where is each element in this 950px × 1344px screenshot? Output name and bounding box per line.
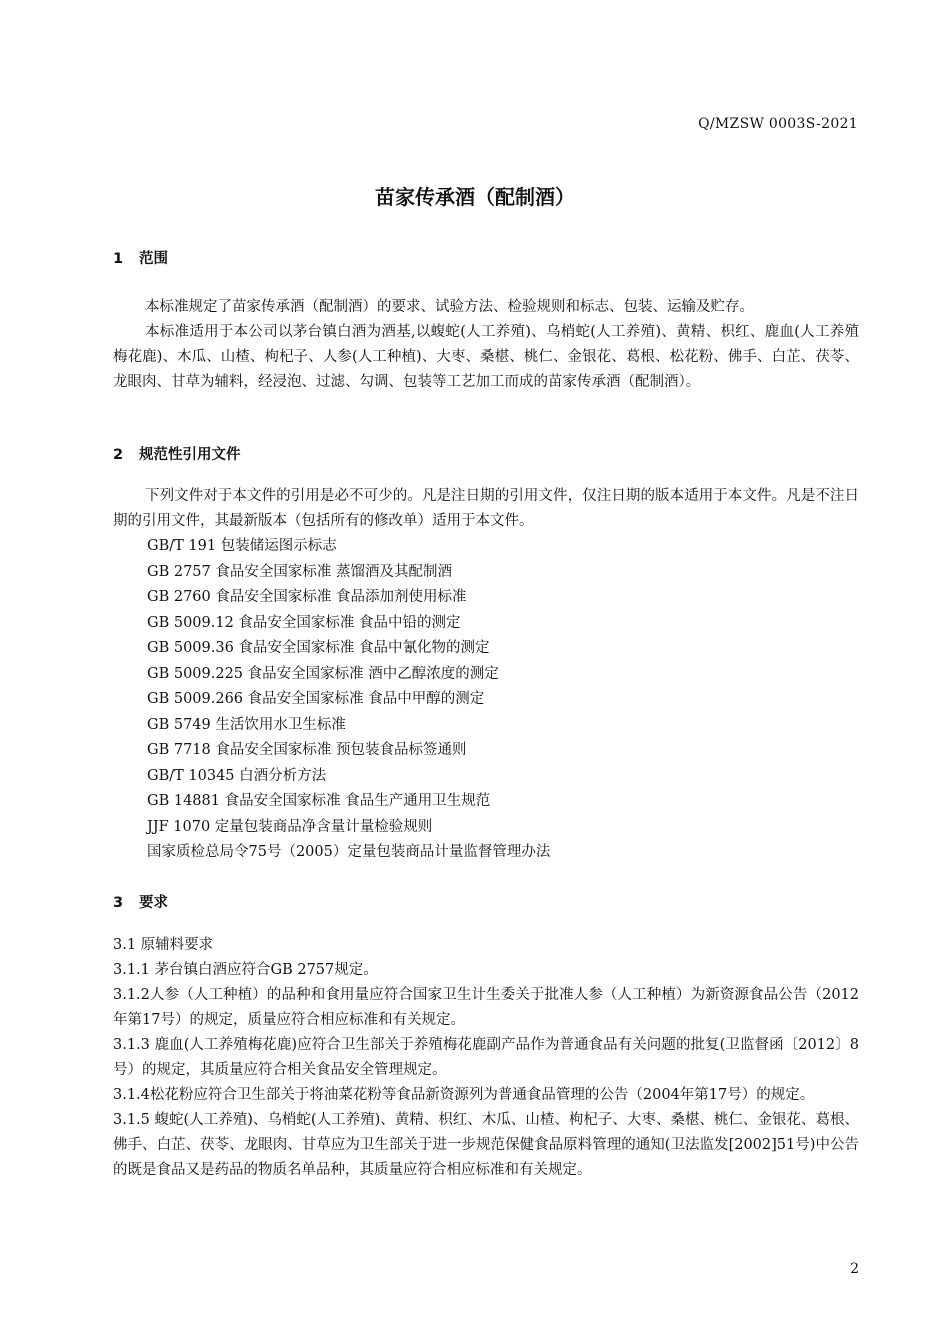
- reference-item: GB/T 10345 白酒分析方法: [147, 767, 327, 784]
- reference-item: GB 5009.36 食品安全国家标准 食品中氰化物的测定: [147, 640, 490, 656]
- normative-refs-intro: 下列文件对于本文件的引用是必不可少的。凡是注日期的引用文件，仅注日期的版本适用于本文件。凡是不注日期的引用文件，其最新版本（包括所有的修改单）适用于本文件。: [113, 488, 859, 529]
- reference-list: [147, 534, 550, 866]
- requirements-list: [113, 933, 859, 1183]
- page-number: 2: [850, 1261, 859, 1277]
- requirement-clause: 3.1.5 蝮蛇(人工养殖)、乌梢蛇(人工养殖)、黄精、枳红、木瓜、山楂、枸杞子、大枣、桑椹、桃仁、金银花、葛根、佛手、白芷、茯苓、龙眼肉、甘草应为卫生部关于进一步规范保健食品原料管理的通知(卫法监发[2002]51号)中公告的既是食品又是药品的物质名单品种，其质量应符合相应标准和有关规定。: [113, 1112, 859, 1178]
- section-title: 要求: [139, 895, 168, 911]
- reference-item: GB 5009.266 食品安全国家标准 食品中甲醇的测定: [147, 691, 485, 707]
- section-number: 1: [113, 251, 124, 267]
- reference-item: GB 2757 食品安全国家标准 蒸馏酒及其配制酒: [147, 563, 452, 580]
- reference-item: GB 5009.225 食品安全国家标准 酒中乙醇浓度的测定: [147, 665, 499, 682]
- reference-item: JJF 1070 定量包装商品净含量计量检验规则: [147, 818, 433, 835]
- scope-paragraph: 本标准适用于本公司以茅台镇白酒为酒基,以蝮蛇(人工养殖)、乌梢蛇(人工养殖)、黄精、枳红、鹿血(人工养殖梅花鹿)、木瓜、山楂、枸杞子、人参(人工种植)、大枣、桑椹、桃仁、金银花、葛根、松花粉、佛手、白芷、茯苓、龙眼肉、甘草为辅料，经浸泡、过滤、勾调、包装等工艺加工而成的苗家传承酒（配制酒）。: [113, 324, 859, 390]
- section-title: 规范性引用文件: [139, 447, 241, 463]
- reference-item: GB 2760 食品安全国家标准 食品添加剂使用标准: [147, 589, 467, 605]
- section-heading-normative-refs: [113, 443, 241, 464]
- reference-item: GB 5749 生活饮用水卫生标准: [147, 716, 346, 733]
- reference-item: GB 5009.12 食品安全国家标准 食品中铅的测定: [147, 614, 461, 631]
- document-number: Q/MZSW 0003S-2021: [698, 116, 858, 132]
- section-heading-scope: [113, 247, 168, 268]
- requirement-clause: 3.1 原辅料要求: [113, 937, 214, 953]
- reference-item: GB 7718 食品安全国家标准 预包装食品标签通则: [147, 742, 467, 758]
- reference-item: 国家质检总局令75号（2005）定量包装商品计量监督管理办法: [147, 844, 551, 860]
- requirement-clause: 3.1.3 鹿血(人工养殖梅花鹿)应符合卫生部关于养殖梅花鹿副产品作为普通食品有关问题的批复(卫监督函〔2012〕8号）的规定，其质量应符合相关食品安全管理规定。: [113, 1037, 859, 1078]
- section-number: 2: [113, 447, 124, 463]
- document-title: 苗家传承酒（配制酒）: [375, 185, 575, 209]
- section-number: 3: [113, 895, 124, 911]
- reference-item: GB/T 191 包装储运图示标志: [147, 538, 337, 554]
- section-heading-requirements: [113, 891, 168, 912]
- requirement-clause: 3.1.2人参（人工种植）的品种和食用量应符合国家卫生计生委关于批准人参（人工种植）为新资源食品公告（2012年第17号）的规定，质量应符合相应标准和有关规定。: [113, 987, 859, 1028]
- section-title: 范围: [139, 251, 168, 267]
- reference-item: GB 14881 食品安全国家标准 食品生产通用卫生规范: [147, 793, 491, 809]
- requirement-clause: 3.1.1 茅台镇白酒应符合GB 2757规定。: [113, 962, 378, 978]
- requirement-clause: 3.1.4松花粉应符合卫生部关于将油菜花粉等食品新资源列为普通食品管理的公告（2004年第17号）的规定。: [113, 1087, 815, 1103]
- scope-paragraph: 本标准规定了苗家传承酒（配制酒）的要求、试验方法、检验规则和标志、包装、运输及贮存。: [145, 299, 754, 315]
